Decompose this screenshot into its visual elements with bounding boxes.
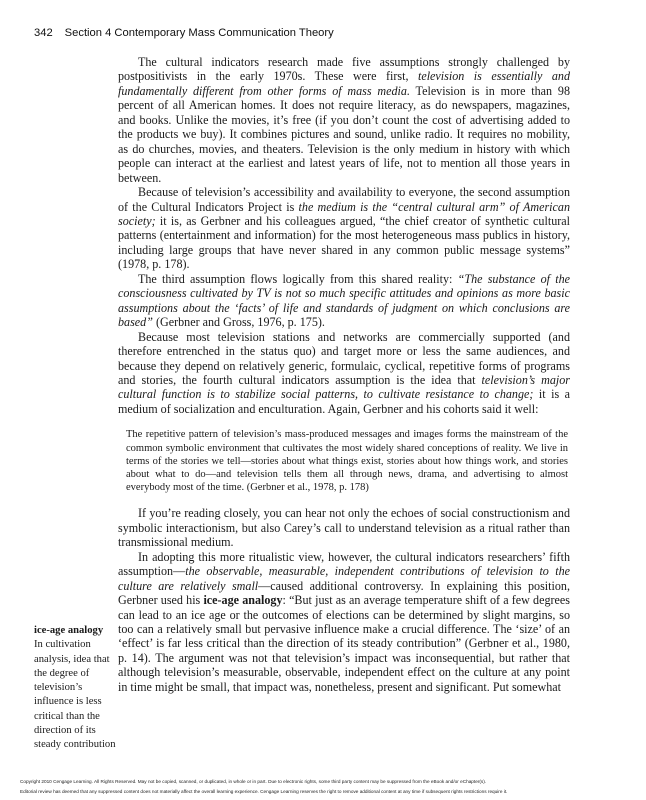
paragraph-1: The cultural indicators research made five assumptions strongly challenged by postpositivists in the early 1970s. These were first, television is essentially and fundamentally different from other forms of mass media. Television is in more than 98 percent of all American homes. It does not require literacy, as do newspapers, magazines, and books. Unlike the movies, it’s free (if you don’t count the cost of advertising added to the products we buy). It combines pictures and sound, unlike radio. It requires no mobility, as do churches, movies, and theaters. Television is the only medium in history with which people can interact at the earliest and latest years of life, not to mention all those years in between. <box>118 55 570 185</box>
assumption-4-emphasis: television’s major cultural function is to stabilize social patterns, to cultivate resistance to change; <box>118 372 570 402</box>
margin-glossary <box>34 624 122 753</box>
copyright-footer <box>20 777 640 796</box>
paragraph-5: If you’re reading closely, you can hear not only the echoes of social constructionism and symbolic interactionism, but also Carey’s call to understand television as a ritual rather than transmissional medium. <box>118 506 570 550</box>
section-title: Section 4 Contemporary Mass Communication Theory <box>64 27 334 39</box>
paragraph-3: The third assumption flows logically from this shared reality: “The substance of the consciousness cultivated by TV is not so much specific attitudes and opinions as more basic assumptions about the ‘facts’ of life and standards of judgment on which conclusions are based” (Gerbner and Gross, 1976, p. 175). <box>118 271 570 330</box>
assumption-2-emphasis: the medium is the “central cultural arm” of American society; <box>118 199 570 228</box>
page-number: 342 <box>34 27 53 39</box>
paragraph-6: In adopting this more ritualistic view, however, the cultural indicators researchers’ fifth assumption—the observable, measurable, independent contributions of television to the culture are relatively small—caused additional controversy. In explaining this position, Gerbner used his ice-age analogy: “But just as an average temperature shift of a few degrees can lead to an ice age or the outcomes of elections can be determined by slight margins, so too can a relatively small but pervasive influence make a crucial difference. The ‘size’ of an ‘effect’ is far less critical than the direction of its steady contribution” (Gerbner et al., 1980, p. 14). The argument was not that television’s impact was inconsequential, but rather that although television’s measurable, observable, independent effect on the culture at any point in time might be small, that impact was, nonetheless, present and significant. Put somewhat <box>118 549 570 694</box>
glossary-term: ice-age analogy <box>34 625 104 636</box>
ice-age-analogy-term: ice-age analogy <box>203 593 283 608</box>
block-quote: The repetitive pattern of television’s mass-produced messages and images forms the mainstream of the common symbolic environment that cultivates the most widely shared conceptions of reality. We live in terms of the stories we tell—stories about what things exist, stories about how things work, and stories about what to do—and television tells them all through news, drama, and advertising to almost everybody most of the time. (Gerbner et al., 1978, p. 178) <box>126 429 568 494</box>
assumption-5-emphasis: the observable, measurable, independent contributions of television to the culture are relatively small <box>118 564 570 593</box>
running-header <box>34 27 614 39</box>
assumption-3-emphasis: “The substance of the consciousness cultivated by TV is not so much specific attitudes and opinions as more basic assumptions about the ‘facts’ of life and standards of judgment on which conclusions are based” <box>118 271 570 330</box>
assumption-1-emphasis: television is essentially and fundamentally different from other forms of mass media. <box>118 69 570 98</box>
main-text-column <box>118 55 570 694</box>
copyright-line-2: Editorial review has deemed that any suppressed content does not materially affect the overall learning experience. Cengage Learning reserves the right to remove additional content at any time if subsequent rights restrictions require it. <box>20 788 508 794</box>
copyright-line-1: Copyright 2010 Cengage Learning. All Rights Reserved. May not be copied, scanned, or duplicated, in whole or in part. Due to electronic rights, some third party content may be suppressed from the eBook and/or eChapter(s). <box>20 779 487 784</box>
glossary-definition: In cultivation analysis, idea that the degree of television’s influence is less critical than the direction of its steady contribution <box>34 639 116 751</box>
paragraph-2: Because of television’s accessibility and availability to everyone, the second assumption of the Cultural Indicators Project is the medium is the “central cultural arm” of American society; it is, as Gerbner and his colleagues argued, “the chief creator of synthetic cultural patterns (entertainment and information) for the most heterogeneous mass publics in history, including large groups that have never shared in any common public message systems” (1978, p. 178). <box>118 185 570 272</box>
paragraph-4: Because most television stations and networks are commercially supported (and therefore entrenched in the status quo) and target more or less the same audiences, and because they depend on relatively generic, formulaic, cyclical, repetitive forms of programs and stories, the fourth cultural indicators assumption is the idea that television’s major cultural function is to stabilize social patterns, to cultivate resistance to change; it is a medium of socialization and enculturation. Again, Gerbner and his cohorts said it well: <box>118 329 570 416</box>
